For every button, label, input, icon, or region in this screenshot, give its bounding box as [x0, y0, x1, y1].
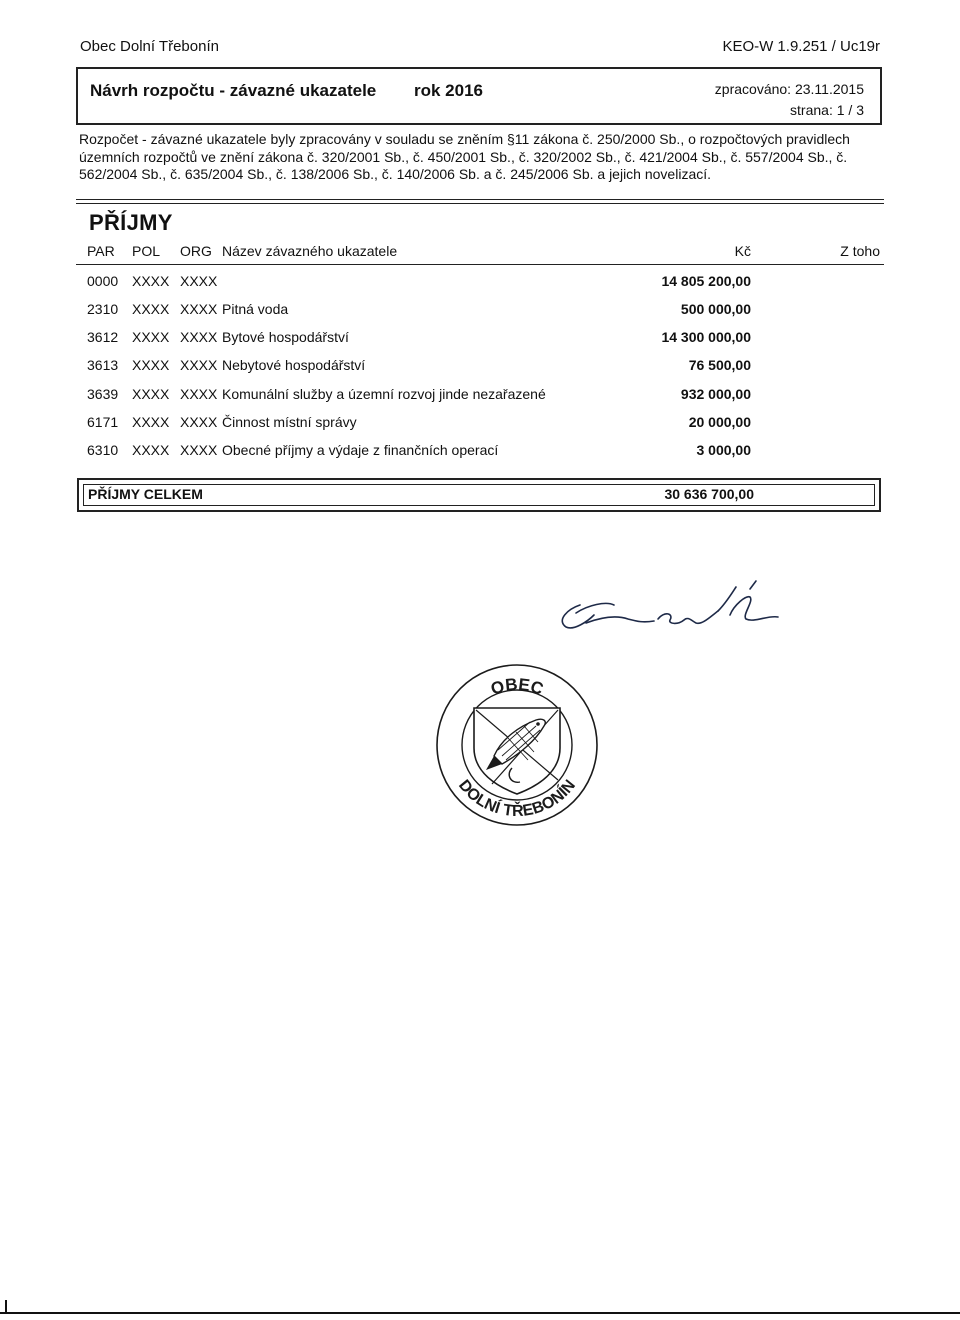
document-title: Návrh rozpočtu - závazné ukazatele	[90, 81, 377, 100]
row-par: 6171	[87, 414, 119, 430]
row-amount: 20 000,00	[688, 414, 751, 430]
page-number-line	[790, 102, 864, 118]
row-par: 3612	[87, 329, 119, 345]
legal-paragraph: Rozpočet - závazné ukazatele byly zpracovány v souladu se zněním §11 zákona č. 250/2000 Sb., o rozpočtových pravidlech územních rozpočtů ve znění zákona č. 320/2001 Sb., č. 450/2001 Sb., č. 320/2002 Sb., č. 421/2004 Sb., č. 557/2004 Sb., č. 562/2004 Sb., č. 635/2004 Sb., č. 138/2006 Sb., č. 140/2006 Sb. a č. 245/2006 Sb. a jejich novelizací.	[79, 131, 850, 182]
table-row	[0, 301, 960, 321]
row-pol: XXXX	[132, 329, 170, 345]
row-amount: 932 000,00	[680, 386, 751, 402]
row-par: 3613	[87, 357, 119, 373]
processed-date: 23.11.2015	[794, 81, 864, 97]
column-header-name: Název závazného ukazatele	[222, 243, 398, 259]
row-name: Obecné příjmy a výdaje z finančních operací	[222, 442, 499, 458]
row-name: Pitná voda	[222, 301, 289, 317]
row-org: XXXX	[180, 357, 218, 373]
processed-date-line	[715, 81, 864, 97]
row-pol: XXXX	[132, 442, 170, 458]
row-org: XXXX	[180, 329, 218, 345]
row-org: XXXX	[180, 414, 218, 430]
row-amount: 14 805 200,00	[661, 273, 751, 289]
column-header-org: ORG	[180, 243, 212, 259]
title-box	[76, 67, 882, 125]
row-name: Komunální služby a územní rozvoj jinde nezařazené	[222, 386, 546, 402]
table-row	[0, 442, 960, 462]
section-title: PŘÍJMY	[89, 210, 173, 235]
seal-bottom-text: DOLNÍ TŘEBONÍN	[455, 776, 579, 821]
total-value: 30 636 700,00	[664, 486, 754, 502]
row-par: 6310	[87, 442, 119, 458]
row-pol: XXXX	[132, 301, 170, 317]
table-row	[0, 386, 960, 406]
double-divider	[76, 199, 884, 204]
row-name: Bytové hospodářství	[222, 329, 349, 345]
seal-top-text: OBEC	[488, 674, 546, 699]
table-row	[0, 329, 960, 349]
row-amount: 76 500,00	[688, 357, 751, 373]
table-row	[0, 414, 960, 434]
row-org: XXXX	[180, 386, 218, 402]
column-header-par: PAR	[87, 243, 115, 259]
header-divider	[76, 264, 884, 265]
form-code: KEO-W 1.9.251 / Uc19r	[722, 38, 880, 55]
coat-of-arms-icon	[474, 708, 560, 794]
column-header-z-toho: Z toho	[840, 243, 880, 259]
table-row	[0, 357, 960, 377]
row-pol: XXXX	[132, 357, 170, 373]
table-row	[0, 273, 960, 293]
row-pol: XXXX	[132, 414, 170, 430]
total-box	[77, 478, 881, 512]
signature-image	[550, 575, 790, 645]
row-org: XXXX	[180, 273, 218, 289]
row-name: Činnost místní správy	[222, 414, 357, 430]
page-label: strana:	[790, 102, 833, 118]
row-par: 2310	[87, 301, 119, 317]
row-pol: XXXX	[132, 273, 170, 289]
scan-left-mark	[5, 1300, 7, 1314]
scan-bottom-edge	[0, 1312, 960, 1314]
column-header-kc: Kč	[734, 243, 751, 259]
organization-name: Obec Dolní Třebonín	[80, 38, 219, 55]
row-amount: 500 000,00	[680, 301, 751, 317]
total-label: PŘÍJMY CELKEM	[88, 486, 203, 502]
processed-label: zpracováno:	[714, 81, 792, 97]
column-header-pol: POL	[132, 243, 161, 259]
row-org: XXXX	[180, 301, 218, 317]
row-amount: 3 000,00	[696, 442, 751, 458]
row-org: XXXX	[180, 442, 218, 458]
row-par: 0000	[87, 273, 119, 289]
municipal-seal-image	[432, 660, 602, 830]
budget-year: rok 2016	[414, 81, 483, 100]
row-par: 3639	[87, 386, 119, 402]
row-amount: 14 300 000,00	[661, 329, 751, 345]
row-name: Nebytové hospodářství	[222, 357, 366, 373]
page-value: 1 / 3	[836, 102, 864, 118]
row-pol: XXXX	[132, 386, 170, 402]
